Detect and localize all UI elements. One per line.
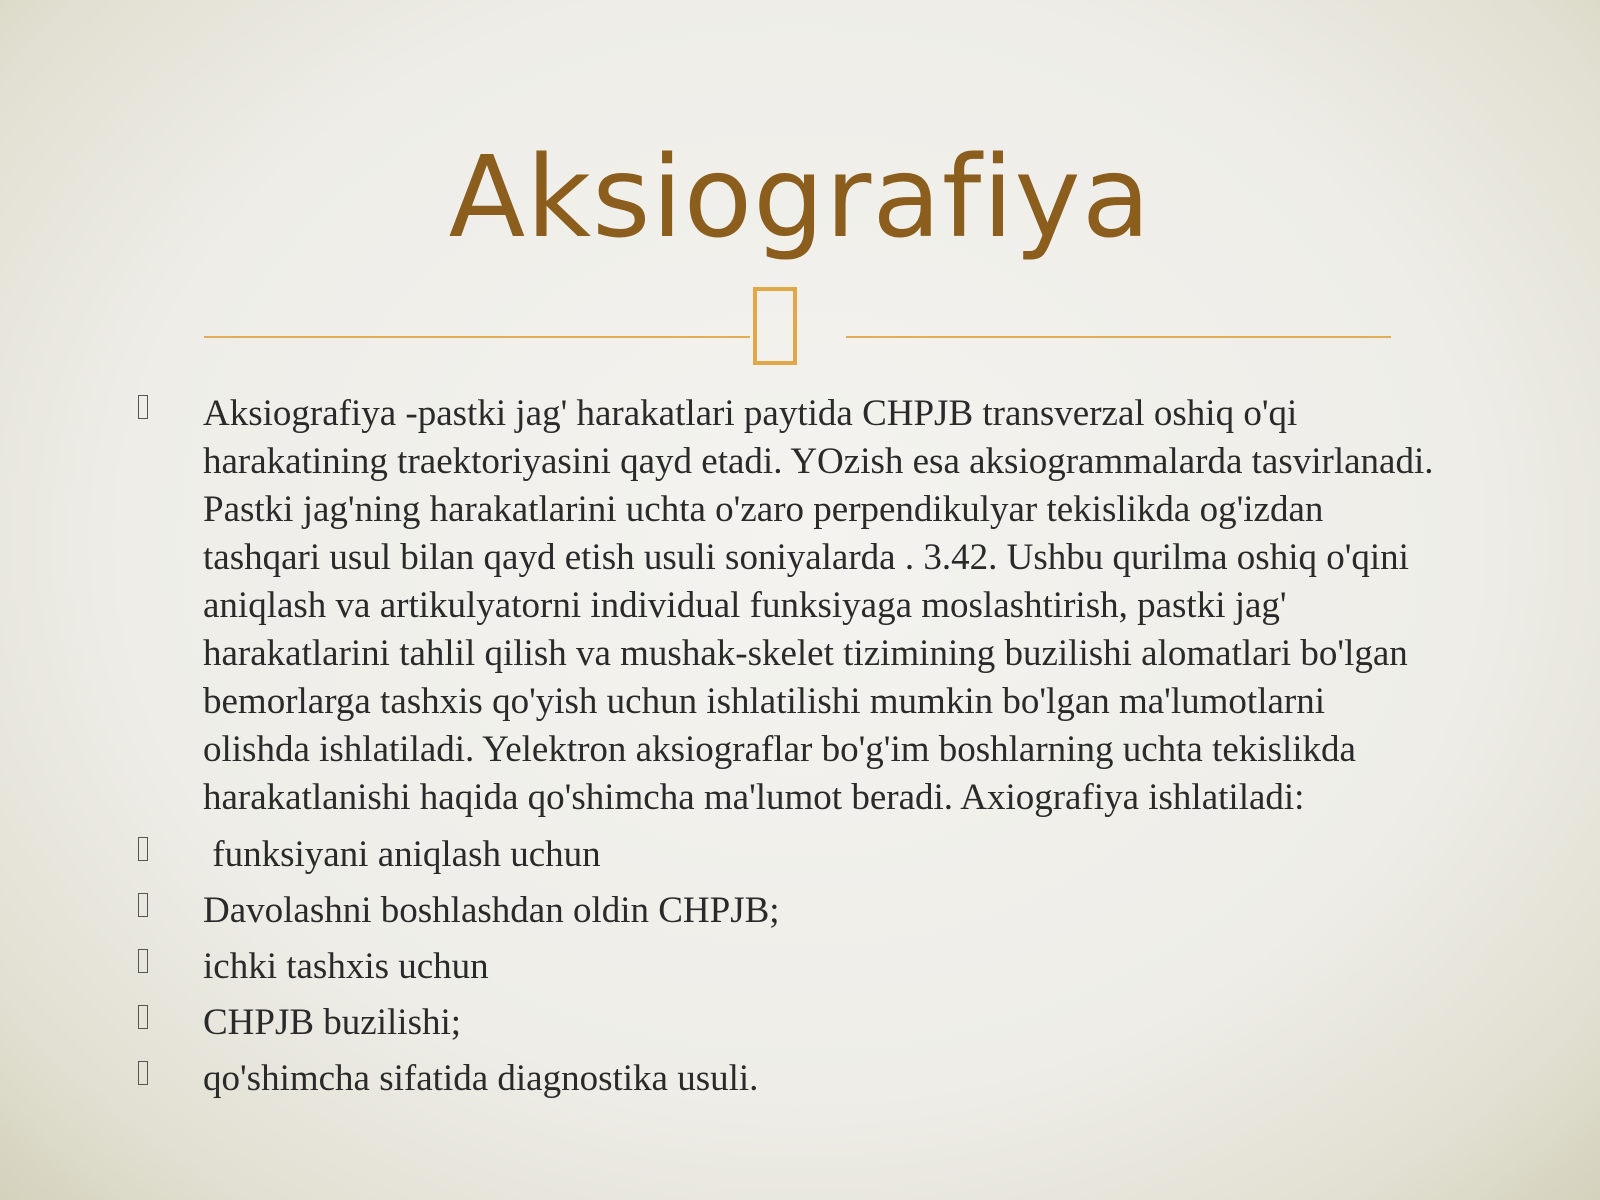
bullet-item	[138, 827, 1438, 883]
title-divider-right-line	[846, 336, 1391, 338]
bullet-item	[138, 995, 1438, 1051]
bullet-list	[138, 390, 1438, 1107]
bullet-item	[138, 883, 1438, 939]
bullet-square-icon	[138, 949, 148, 973]
bullet-text: qo'shimcha sifatida diagnostika usuli.	[203, 1058, 759, 1099]
bullet-item	[138, 939, 1438, 995]
bullet-item	[138, 390, 1438, 822]
bullet-text: ichki tashxis uchun	[203, 946, 489, 987]
bullet-item	[138, 1051, 1438, 1107]
bullet-square-icon	[138, 1005, 148, 1029]
bullet-text: funksiyani aniqlash uchun	[203, 834, 601, 875]
bullet-square-icon	[138, 395, 148, 419]
title-divider-left-line	[204, 336, 750, 338]
bullet-text: Aksiografiya -pastki jag' harakatlari paytida CHPJB transverzal oshiq o'qi harakatining traektoriyasini qayd etadi. YOzish esa aksiogrammalarda tasvirlanadi. Pastki jag'ning harakatlarini uchta o'zaro perpendikulyar tekislikda og'izdan tashqari usul bilan qayd etish usuli soniyalarda . 3.42. Ushbu qurilma oshiq o'qini aniqlash va artikulyatorni individual funksiyaga moslashtirish, pastki jag' harakatlarini tahlil qilish va mushak-skelet tizimining buzilishi alomatlari bo'lgan bemorlarga tashxis qo'yish uchun ishlatilishi mumkin bo'lgan ma'lumotlarni olishda ishlatiladi. Yelektron aksiograflar bo'g'im boshlarning uchta tekislikda harakatlanishi haqida qo'shimcha ma'lumot beradi. Axiografiya ishlatiladi:	[203, 393, 1434, 818]
bullet-square-icon	[138, 1061, 148, 1085]
bullet-square-icon	[138, 837, 148, 861]
bullet-text: CHPJB buzilishi;	[203, 1002, 462, 1043]
slide-title: Aksiografiya	[448, 133, 1152, 263]
title-divider-ornament-icon	[753, 287, 797, 365]
bullet-text: Davolashni boshlashdan oldin CHPJB;	[203, 890, 780, 931]
bullet-square-icon	[138, 893, 148, 917]
